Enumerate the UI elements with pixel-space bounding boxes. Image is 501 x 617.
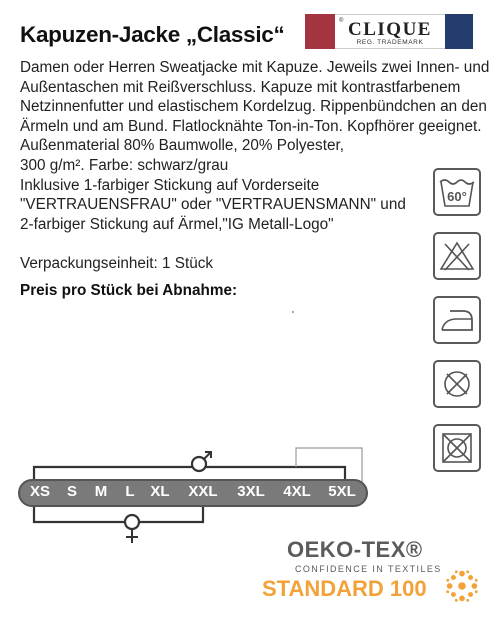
brand-subtitle: REG. TRADEMARK [356,39,424,46]
no-bleach-icon [433,232,481,280]
packaging-unit: Verpackungseinheit: 1 Stück [20,255,214,272]
brand-name: CLIQUE [348,19,432,40]
description-line: Netzinnenfutter und elastischem Kordelzug. Rippenbündchen an den [20,98,487,116]
stray-dot [292,311,294,313]
brand-logo-center [335,14,445,49]
description-line: Außentaschen mit Reißverschluss. Kapuze mit kontrastfarbenem [20,78,461,96]
description-line: Damen oder Herren Sweatjacke mit Kapuze. Jeweils zwei Innen- und [20,59,490,76]
size-label: M [94,483,108,500]
iron-icon [433,296,481,344]
description-line: 300 g/m². Farbe: schwarz/grau [20,156,229,174]
product-title: Kapuzen-Jacke „Classic“ [20,22,285,47]
description-line: Ärmeln und am Bund. Flatlocknähte Ton-in-Ton. Kopfhörer geeignet. [20,117,482,135]
brand-logo-red-bar [305,14,335,49]
size-label: XS [29,483,51,500]
brand-logo [305,14,473,49]
price-label: Preis pro Stück bei Abnahme: [20,282,238,299]
size-label: S [66,483,78,500]
description-line: 2-farbiger Stickung auf Ärmel,"IG Metall-Logo" [20,215,334,233]
oeko-tex-standard: STANDARD 100 [262,576,427,601]
description-line: Inklusive 1-farbiger Stickung auf Vorderseite [20,176,320,194]
male-symbol [192,452,211,471]
oeko-tex-flower-icon [443,567,481,605]
oeko-tex-label [262,537,485,607]
oeko-tex-name: OEKO-TEX® [287,537,423,562]
wash-temperature: 60° [447,189,467,204]
brand-logo-blue-bar [445,14,473,49]
description-line: Außenmaterial 80% Baumwolle, 20% Polyester, [20,137,344,155]
oeko-tex-tagline: CONFIDENCE IN TEXTILES [295,564,442,574]
product-description [20,58,490,234]
size-label: 4XL [283,483,311,500]
female-symbol [125,515,139,543]
size-label: XXL [188,483,218,500]
size-label: 3XL [237,483,265,500]
size-label: L [125,483,135,500]
wash-60-icon [433,168,481,216]
no-dry-clean-icon [433,360,481,408]
brand-registered-mark: ® [339,18,344,24]
size-label: 5XL [328,483,356,500]
description-line: "VERTRAUENSFRAU" oder "VERTRAUENSMANN" und [20,196,406,214]
size-label: XL [150,483,170,500]
